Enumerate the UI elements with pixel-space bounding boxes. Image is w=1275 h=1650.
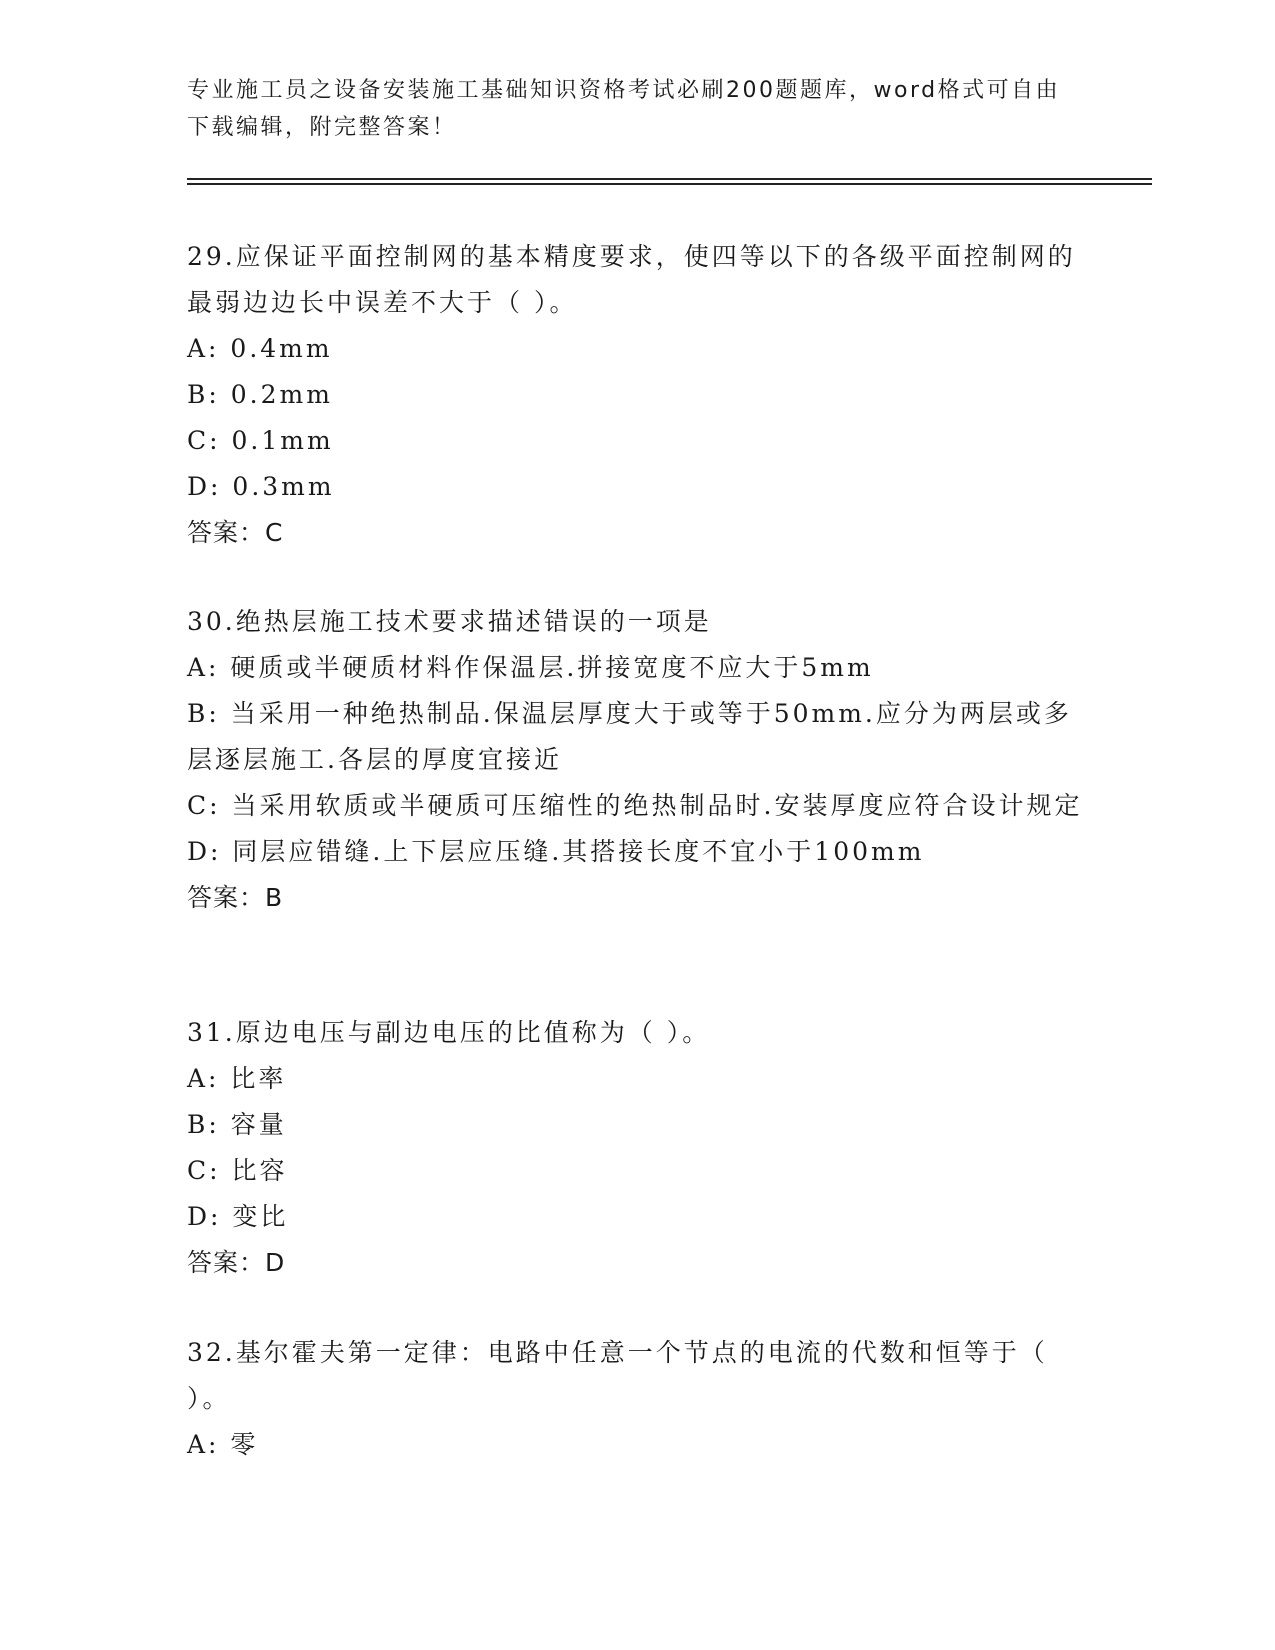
question-29	[187, 234, 1087, 556]
option-c: C: 当采用软质或半硬质可压缩性的绝热制品时.安装厚度应符合设计规定	[187, 791, 1083, 820]
question-stem: 31.原边电压与副边电压的比值称为（ ）。	[187, 1018, 711, 1047]
option-b: B: 容量	[187, 1110, 287, 1139]
question-32	[187, 1330, 1087, 1468]
question-stem: 29.应保证平面控制网的基本精度要求，使四等以下的各级平面控制网的最弱边边长中误差不大于（ ）。	[187, 242, 1076, 317]
document-title: 专业施工员之设备安装施工基础知识资格考试必刷200题题库，word格式可自由下载编辑，附完整答案！	[187, 78, 1061, 140]
option-d: D: 变比	[187, 1202, 289, 1231]
header-divider-top	[187, 178, 1152, 180]
answer-line: 答案：B	[187, 883, 284, 912]
option-a: A: 0.4mm	[187, 334, 333, 363]
option-c: C: 比容	[187, 1156, 288, 1185]
option-a: A: 硬质或半硬质材料作保温层.拼接宽度不应大于5mm	[187, 653, 874, 682]
question-31	[187, 1010, 1087, 1286]
option-c: C: 0.1mm	[187, 426, 334, 455]
option-d: D: 同层应错缝.上下层应压缝.其搭接长度不宜小于100mm	[187, 837, 925, 866]
answer-line: 答案：C	[187, 518, 284, 547]
answer-line: 答案：D	[187, 1248, 286, 1277]
question-30	[187, 599, 1087, 921]
option-d: D: 0.3mm	[187, 472, 335, 501]
option-b: B: 0.2mm	[187, 380, 333, 409]
option-a: A: 零	[187, 1430, 259, 1459]
question-stem: 32.基尔霍夫第一定律：电路中任意一个节点的电流的代数和恒等于（ ）。	[187, 1338, 1048, 1413]
question-stem: 30.绝热层施工技术要求描述错误的一项是	[187, 607, 712, 636]
option-b: B: 当采用一种绝热制品.保温层厚度大于或等于50mm.应分为两层或多层逐层施工.各层的厚度宜接近	[187, 699, 1072, 774]
option-a: A: 比率	[187, 1064, 287, 1093]
document-header	[187, 72, 1067, 146]
header-divider-bottom	[187, 183, 1152, 185]
